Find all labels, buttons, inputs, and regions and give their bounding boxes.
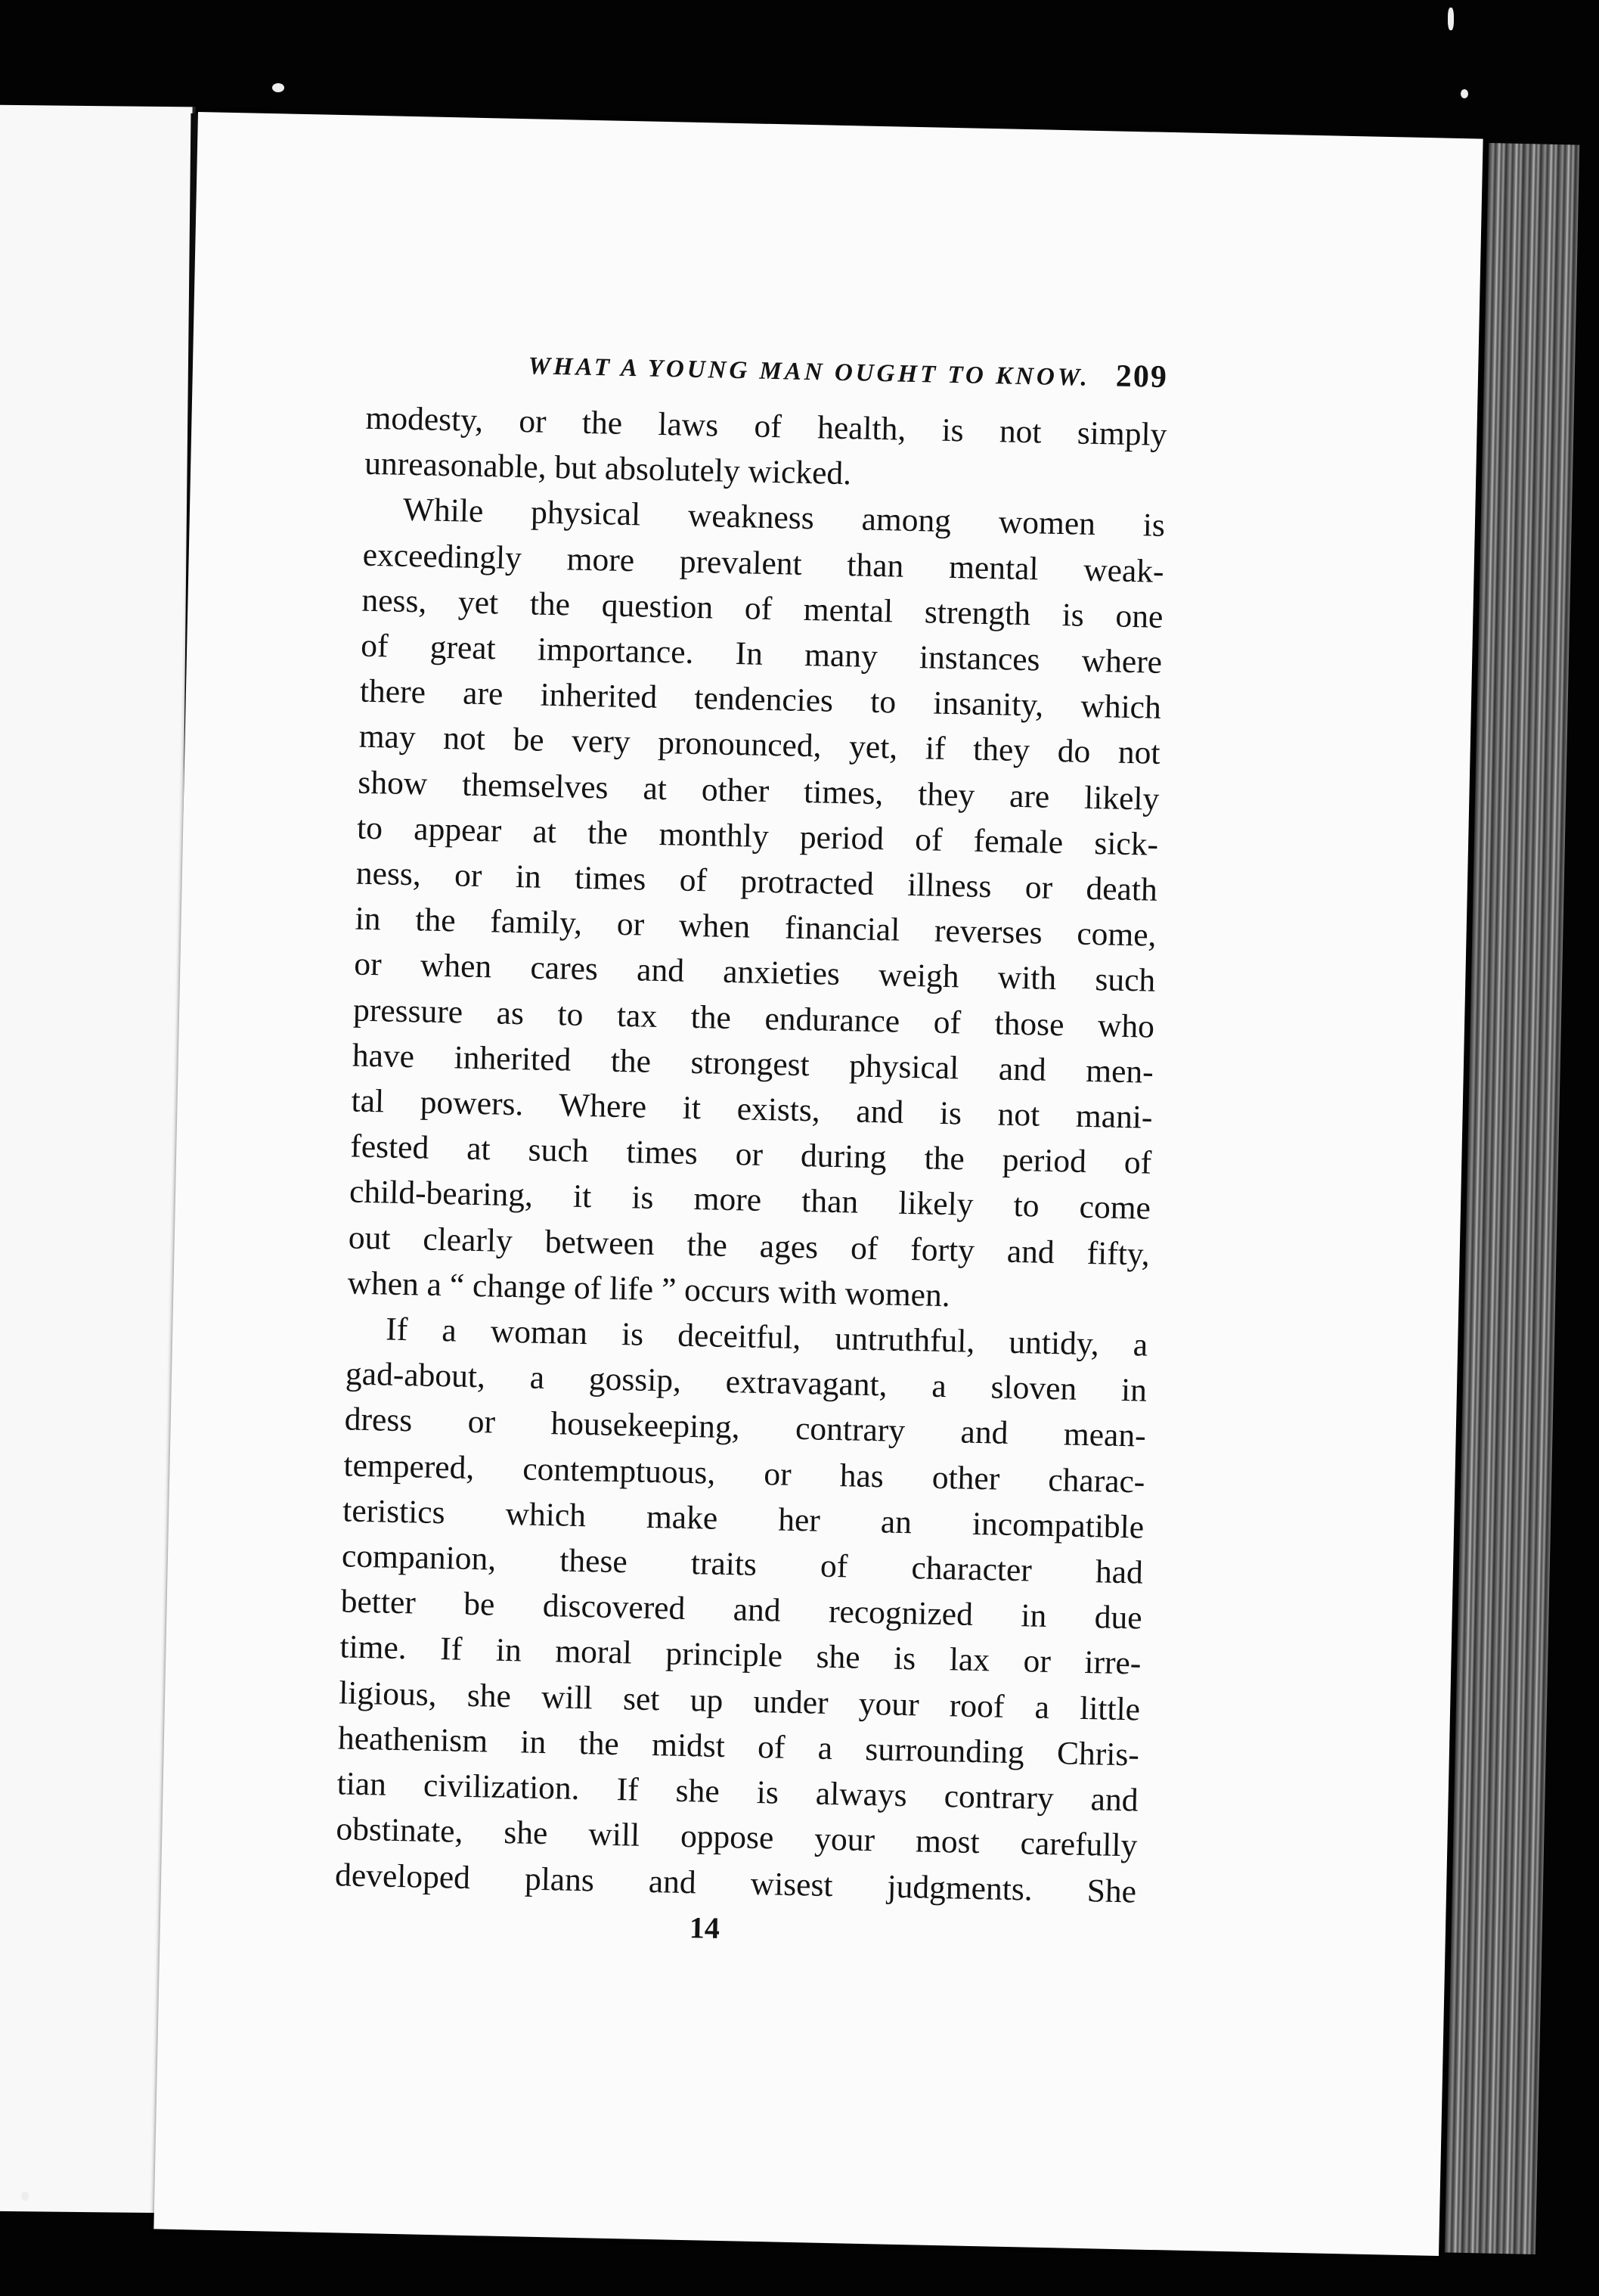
text-line: dress or housekeeping, contrary and mean- xyxy=(344,1401,1147,1455)
text-line: have inherited the strongest physical and men- xyxy=(352,1037,1154,1091)
text-line: developed plans and wisest judgments. She xyxy=(334,1856,1137,1910)
text-line: fested at such times or during the period of xyxy=(349,1128,1152,1181)
text-block xyxy=(333,343,1168,1954)
text-line: ligious, she will set up under your roof a little xyxy=(338,1674,1141,1728)
text-line: or when cares and anxieties weigh with such xyxy=(353,946,1156,1000)
scan-speck xyxy=(272,83,284,92)
text-line: may not be very pronounced, yet, if they do not xyxy=(358,718,1161,772)
text-line: If a woman is deceitful, untruthful, untidy, a xyxy=(385,1311,1148,1364)
text-line: heathenism in the midst of a surrounding Chris- xyxy=(337,1720,1140,1773)
text-line: out clearly between the ages of forty and fifty, xyxy=(348,1219,1151,1273)
text-line: to appear at the monthly period of female sick- xyxy=(356,809,1159,863)
text-line: tempered, contemptuous, or has other charac- xyxy=(343,1447,1145,1500)
text-line: obstinate, she will oppose your most carefully xyxy=(335,1810,1138,1864)
text-line: While physical weakness among women is xyxy=(402,492,1166,545)
text-line: better be discovered and recognized in due xyxy=(340,1583,1143,1637)
scan-speck xyxy=(21,2192,29,2201)
body-text xyxy=(335,396,1167,1914)
text-line: tal powers. Where it exists, and is not mani- xyxy=(351,1082,1153,1136)
text-line: of great importance. In many instances where xyxy=(360,627,1163,681)
signature-mark: 14 xyxy=(689,1910,720,1945)
scan-speck xyxy=(1448,8,1454,30)
scan-speck xyxy=(1461,89,1468,98)
running-title: WHAT A YOUNG MAN OUGHT TO KNOW. xyxy=(528,352,1091,392)
text-line: show themselves at other times, they are likely xyxy=(357,764,1160,818)
text-line: teristics which make her an incompatible xyxy=(342,1492,1145,1546)
text-line: gad-about, a gossip, extravagant, a sloven in xyxy=(345,1355,1148,1409)
text-line: modesty, or the laws of health, is not simply xyxy=(365,399,1167,453)
text-line: child-bearing, it is more than likely to come xyxy=(349,1173,1151,1227)
text-line: when a “ change of life ” occurs with women. xyxy=(347,1264,951,1314)
text-line: tian civilization. If she is always contrary and xyxy=(336,1765,1139,1819)
text-line: in the family, or when financial reverses come, xyxy=(355,900,1157,954)
book-page xyxy=(153,112,1483,2256)
text-line: companion, these traits of character had xyxy=(341,1537,1144,1591)
text-line: ness, or in times of protracted illness or death xyxy=(355,855,1158,908)
text-line: unreasonable, but absolutely wicked. xyxy=(364,445,852,492)
text-line: there are inherited tendencies to insanity, which xyxy=(359,672,1162,727)
running-head xyxy=(366,343,1168,405)
page-number: 209 xyxy=(1115,358,1169,395)
text-line: pressure as to tax the endurance of those who xyxy=(352,991,1155,1045)
text-line: ness, yet the question of mental strength is one xyxy=(361,582,1164,635)
text-line: exceedingly more prevalent than mental weak- xyxy=(362,536,1165,590)
text-line: time. If in moral principle she is lax or irre- xyxy=(339,1628,1142,1683)
